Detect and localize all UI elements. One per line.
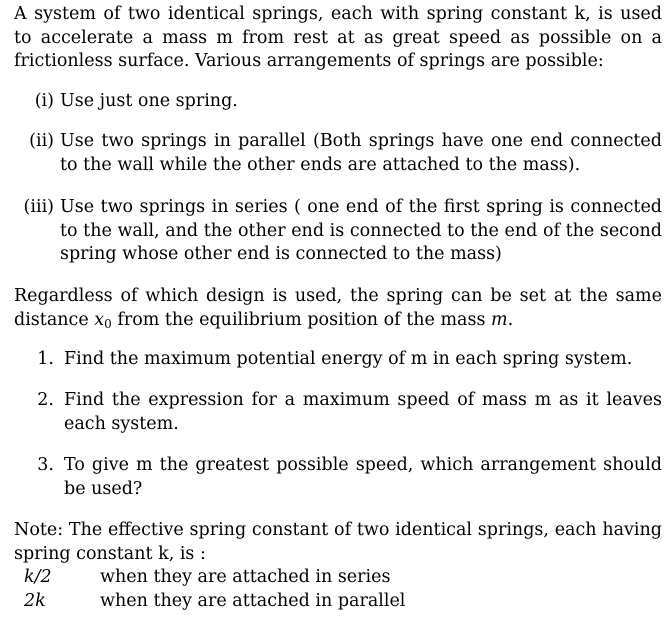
setup-text-before: Regardless of which design is used, the spring can be set at the same distance [14, 286, 662, 330]
setup-text-after: from the equilibrium position of the mass [117, 309, 486, 330]
spring-constant-table [14, 565, 662, 613]
mass-symbol: m [491, 309, 508, 330]
arrangement-description: when they are attached in series [100, 567, 391, 587]
effective-constant: k/2 [24, 567, 52, 587]
table-row [14, 565, 662, 589]
question-label: 2. [37, 390, 54, 410]
arrangement-label: (iii) [23, 197, 54, 217]
effective-constant: 2k [24, 591, 46, 611]
table-row [14, 589, 662, 613]
arrangement-text: Use two springs in series ( one end of the first spring is connected to the wall, and the other end is connected to the end of the second spring whose other end is connected to the mass) [60, 197, 662, 264]
question-label: 1. [37, 349, 54, 369]
intro-paragraph: A system of two identical springs, each with spring constant k, is used to accelerate a mass m from rest at as great speed as possible on a frictionless surface. Various arrangements of springs are possible: [14, 4, 662, 71]
question-text: To give m the greatest possible speed, which arrangement should be used? [64, 455, 662, 499]
x0-symbol: $x_0$ [94, 309, 112, 331]
setup-end: . [507, 309, 514, 330]
question-label: 3. [37, 455, 54, 475]
arrangement-label: (i) [34, 91, 54, 111]
arrangement-label: (ii) [29, 131, 54, 151]
arrangement-description: when they are attached in parallel [100, 591, 406, 611]
arrangement-text: Use two springs in parallel (Both springs have one end connected to the wall while the other ends are attached to the mass). [60, 131, 662, 175]
arrangement-text: Use just one spring. [60, 91, 238, 111]
question-text: Find the maximum potential energy of m in each spring system. [64, 349, 633, 369]
note-paragraph: Note: The effective spring constant of two identical springs, each having spring constant k, is : [14, 520, 662, 564]
question-text: Find the expression for a maximum speed of mass m as it leaves each system. [64, 390, 662, 434]
setup-paragraph [14, 285, 662, 336]
